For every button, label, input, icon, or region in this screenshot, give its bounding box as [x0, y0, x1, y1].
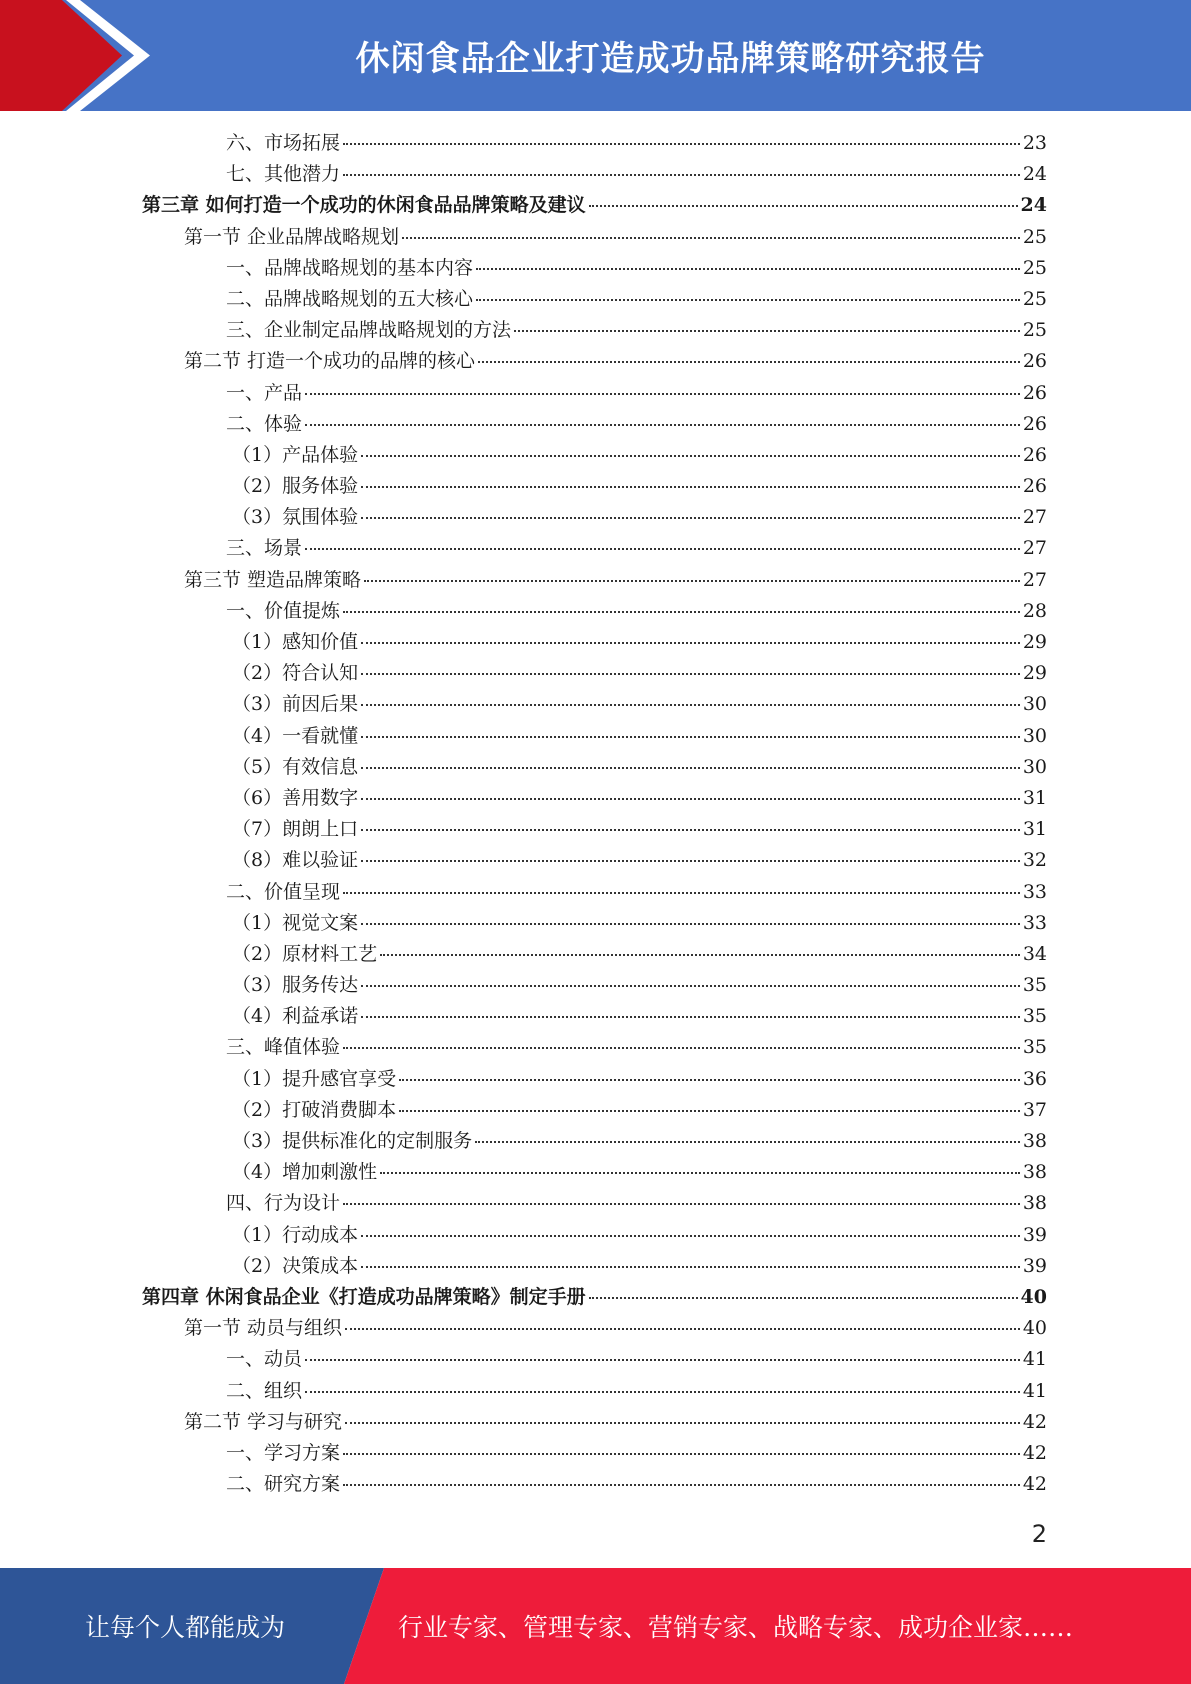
toc-leader-dots: [343, 1484, 1020, 1486]
toc-entry-page: 23: [1022, 132, 1047, 154]
toc-entry[interactable]: [142, 783, 1047, 814]
toc-leader-dots: [361, 455, 1020, 457]
toc-leader-dots: [343, 1047, 1020, 1049]
toc-entry[interactable]: [142, 1282, 1047, 1313]
toc-entry-page: 26: [1022, 475, 1047, 498]
toc-entry-title: （1）视觉文案: [232, 911, 359, 934]
toc-entry-title: （3）服务传达: [232, 974, 359, 997]
toc-entry-title: 一、产品: [226, 381, 303, 404]
toc-entry-title: 三、峰值体验: [226, 1036, 341, 1059]
toc-entry-page: 31: [1022, 818, 1047, 841]
toc-entry-page: 31: [1022, 786, 1047, 809]
toc-entry-page: 41: [1022, 1379, 1047, 1402]
header-band: [0, 0, 1191, 111]
toc-leader-dots: [476, 299, 1020, 301]
toc-entry-title: 三、企业制定品牌战略规划的方法: [226, 319, 512, 342]
toc-entry-title: （6）善用数字: [232, 786, 359, 809]
toc-entry-title: 第二节 学习与研究: [184, 1410, 343, 1433]
toc-entry-page: 38: [1022, 1130, 1047, 1152]
toc-entry[interactable]: [142, 1095, 1047, 1126]
toc-leader-dots: [345, 1328, 1020, 1330]
toc-entry-page: 35: [1022, 1036, 1047, 1059]
toc-entry-page: 27: [1022, 568, 1047, 591]
toc-entry-page: 42: [1022, 1410, 1047, 1433]
toc-entry-page: 27: [1022, 506, 1047, 529]
toc-entry-title: 二、品牌战略规划的五大核心: [226, 287, 474, 310]
toc-entry-page: 40: [1022, 1317, 1047, 1340]
toc-entry-title: 第一节 动员与组织: [184, 1317, 343, 1340]
toc-entry-title: （4）利益承诺: [232, 1005, 359, 1028]
toc-entry[interactable]: [142, 533, 1047, 564]
toc-leader-dots: [361, 860, 1020, 862]
toc-entry-title: （2）打破消费脚本: [232, 1098, 397, 1121]
toc-entry-page: 24: [1020, 194, 1047, 217]
toc-entry-title: 一、价值提炼: [226, 599, 341, 622]
toc-entry[interactable]: [142, 752, 1047, 783]
toc-entry[interactable]: [142, 409, 1047, 440]
toc-entry[interactable]: [142, 1438, 1047, 1469]
toc-entry-page: 38: [1022, 1161, 1047, 1184]
toc-leader-dots: [589, 1297, 1018, 1299]
toc-entry-page: 25: [1022, 256, 1047, 279]
toc-entry[interactable]: [142, 1313, 1047, 1344]
toc-entry-title: （2）符合认知: [232, 662, 359, 685]
toc-leader-dots: [478, 361, 1020, 363]
toc-entry-title: （4）一看就懂: [232, 724, 359, 747]
toc-entry[interactable]: [142, 627, 1047, 658]
toc-leader-dots: [305, 548, 1020, 550]
toc-entry[interactable]: [142, 845, 1047, 876]
toc-entry[interactable]: [142, 128, 1047, 159]
toc-entry-title: 一、学习方案: [226, 1441, 341, 1464]
toc-entry[interactable]: [142, 908, 1047, 939]
toc-leader-dots: [343, 611, 1020, 613]
toc-entry[interactable]: [142, 190, 1047, 221]
document-title: 休闲食品企业打造成功品牌策略研究报告: [355, 39, 986, 79]
toc-leader-dots: [343, 1203, 1020, 1205]
toc-leader-dots: [361, 1235, 1020, 1237]
toc-entry-page: 29: [1022, 662, 1047, 685]
header-arrow-decoration: [0, 0, 160, 111]
page-number: 2: [1031, 1520, 1047, 1548]
toc-entry-page: 26: [1022, 412, 1047, 435]
toc-entry-page: 25: [1022, 287, 1047, 310]
toc-entry[interactable]: [142, 970, 1047, 1001]
toc-entry-title: （1）产品体验: [232, 443, 359, 466]
toc-entry[interactable]: [142, 1469, 1047, 1500]
toc-entry-title: 第三节 塑造品牌策略: [184, 568, 362, 591]
toc-entry-page: 30: [1022, 755, 1047, 778]
toc-entry[interactable]: [142, 253, 1047, 284]
toc-leader-dots: [361, 923, 1020, 925]
toc-leader-dots: [343, 143, 1020, 145]
toc-entry[interactable]: [142, 471, 1047, 502]
toc-leader-dots: [399, 1079, 1020, 1081]
toc-entry[interactable]: [142, 689, 1047, 720]
toc-entry-title: 四、行为设计: [226, 1192, 341, 1215]
toc-entry-page: 35: [1022, 974, 1047, 997]
toc-entry[interactable]: [142, 1344, 1047, 1375]
toc-entry[interactable]: [142, 1188, 1047, 1219]
toc-entry-page: 24: [1022, 163, 1047, 186]
toc-entry-title: （1）感知价值: [232, 631, 359, 653]
toc-leader-dots: [343, 892, 1020, 894]
toc-entry[interactable]: [142, 1220, 1047, 1251]
toc-entry[interactable]: [142, 222, 1047, 253]
toc-entry-page: 29: [1022, 631, 1047, 653]
toc-leader-dots: [476, 268, 1020, 270]
toc-leader-dots: [361, 1016, 1020, 1018]
toc-entry-title: （1）行动成本: [232, 1223, 359, 1246]
toc-leader-dots: [361, 1266, 1020, 1268]
toc-leader-dots: [402, 237, 1020, 239]
toc-entry-title: （2）决策成本: [232, 1254, 359, 1277]
toc-entry-page: 33: [1022, 911, 1047, 934]
toc-entry-page: 25: [1022, 319, 1047, 342]
toc-entry[interactable]: [142, 284, 1047, 315]
toc-entry-title: （8）难以验证: [232, 849, 359, 872]
toc-entry[interactable]: [142, 1001, 1047, 1032]
toc-entry[interactable]: [142, 877, 1047, 908]
toc-entry-title: 第二节 打造一个成功的品牌的核心: [184, 350, 476, 373]
toc-entry-title: （2）服务体验: [232, 475, 359, 498]
toc-leader-dots: [399, 1110, 1020, 1112]
table-of-contents: [142, 128, 1047, 1500]
toc-leader-dots: [345, 1422, 1020, 1424]
toc-leader-dots: [475, 1141, 1020, 1143]
toc-leader-dots: [361, 517, 1020, 519]
toc-entry-title: （1）提升感官享受: [232, 1067, 397, 1090]
toc-entry[interactable]: [142, 814, 1047, 845]
toc-entry-title: 二、体验: [226, 412, 303, 435]
toc-entry-title: （3）提供标准化的定制服务: [232, 1130, 473, 1152]
toc-entry-page: 26: [1022, 381, 1047, 404]
footer-slogan-left: 让每个人都能成为: [84, 1613, 285, 1642]
toc-leader-dots: [380, 1172, 1020, 1174]
toc-entry-title: 二、研究方案: [226, 1473, 341, 1496]
toc-entry[interactable]: [142, 658, 1047, 689]
toc-leader-dots: [305, 424, 1020, 426]
toc-entry-page: 39: [1022, 1254, 1047, 1277]
toc-entry[interactable]: [142, 346, 1047, 377]
toc-entry-title: 一、动员: [226, 1348, 303, 1371]
toc-leader-dots: [380, 954, 1020, 956]
toc-entry-title: 第四章 休闲食品企业《打造成功品牌策略》制定手册: [142, 1285, 586, 1308]
toc-entry[interactable]: [142, 1032, 1047, 1063]
toc-entry[interactable]: [142, 1157, 1047, 1188]
toc-entry-page: 32: [1022, 849, 1047, 872]
toc-leader-dots: [361, 673, 1020, 675]
toc-leader-dots: [305, 1391, 1020, 1393]
toc-entry-title: （3）氛围体验: [232, 506, 359, 529]
toc-entry-title: 七、其他潜力: [226, 163, 341, 186]
toc-entry[interactable]: [142, 596, 1047, 627]
toc-entry[interactable]: [142, 159, 1047, 190]
footer-slogan-right: 行业专家、管理专家、营销专家、战略专家、成功企业家……: [398, 1613, 1074, 1642]
toc-entry[interactable]: [142, 1376, 1047, 1407]
toc-entry[interactable]: [142, 315, 1047, 346]
toc-leader-dots: [361, 829, 1020, 831]
toc-entry-page: 25: [1022, 225, 1047, 248]
footer-band: [0, 1568, 1191, 1684]
toc-leader-dots: [589, 205, 1018, 207]
toc-entry[interactable]: [142, 502, 1047, 533]
toc-leader-dots: [343, 1453, 1020, 1455]
toc-entry-title: （4）增加刺激性: [232, 1161, 378, 1184]
toc-entry-page: 30: [1022, 724, 1047, 747]
toc-entry-page: 42: [1022, 1441, 1047, 1464]
toc-leader-dots: [364, 580, 1020, 582]
toc-entry[interactable]: [142, 1251, 1047, 1282]
toc-entry-title: （3）前因后果: [232, 693, 359, 716]
toc-entry-page: 41: [1022, 1348, 1047, 1371]
toc-entry-title: （5）有效信息: [232, 755, 359, 778]
toc-entry[interactable]: [142, 721, 1047, 752]
toc-entry-title: 一、品牌战略规划的基本内容: [226, 256, 474, 279]
toc-entry-page: 42: [1022, 1473, 1047, 1496]
toc-entry[interactable]: [142, 378, 1047, 409]
toc-leader-dots: [361, 642, 1020, 644]
toc-entry[interactable]: [142, 1407, 1047, 1438]
toc-entry-page: 40: [1020, 1285, 1047, 1308]
toc-entry-title: （2）原材料工艺: [232, 942, 378, 965]
toc-entry[interactable]: [142, 1126, 1047, 1157]
toc-leader-dots: [305, 1359, 1020, 1361]
toc-entry-title: 六、市场拓展: [226, 132, 341, 154]
toc-entry[interactable]: [142, 440, 1047, 471]
toc-entry-page: 39: [1022, 1223, 1047, 1246]
toc-entry-page: 38: [1022, 1192, 1047, 1215]
toc-entry-page: 26: [1022, 350, 1047, 373]
toc-entry-page: 34: [1022, 942, 1047, 965]
toc-entry-page: 28: [1022, 599, 1047, 622]
toc-entry-page: 27: [1022, 537, 1047, 560]
toc-leader-dots: [361, 985, 1020, 987]
toc-entry[interactable]: [142, 939, 1047, 970]
toc-entry-page: 35: [1022, 1005, 1047, 1028]
toc-entry-page: 30: [1022, 693, 1047, 716]
toc-leader-dots: [361, 798, 1020, 800]
toc-entry-page: 26: [1022, 443, 1047, 466]
toc-entry-title: 二、组织: [226, 1379, 303, 1402]
toc-entry-title: （7）朗朗上口: [232, 818, 359, 841]
toc-leader-dots: [361, 736, 1020, 738]
toc-leader-dots: [343, 174, 1020, 176]
toc-leader-dots: [361, 767, 1020, 769]
toc-entry-page: 36: [1022, 1067, 1047, 1090]
toc-entry-title: 第三章 如何打造一个成功的休闲食品品牌策略及建议: [142, 194, 586, 217]
toc-entry[interactable]: [142, 1064, 1047, 1095]
toc-leader-dots: [514, 330, 1020, 332]
toc-leader-dots: [305, 393, 1020, 395]
toc-entry-title: 三、场景: [226, 537, 303, 560]
toc-entry-title: 二、价值呈现: [226, 880, 341, 903]
toc-entry[interactable]: [142, 565, 1047, 596]
toc-leader-dots: [361, 704, 1020, 706]
toc-entry-page: 37: [1022, 1098, 1047, 1121]
toc-entry-title: 第一节 企业品牌战略规划: [184, 225, 400, 248]
toc-entry-page: 33: [1022, 880, 1047, 903]
toc-leader-dots: [361, 486, 1020, 488]
